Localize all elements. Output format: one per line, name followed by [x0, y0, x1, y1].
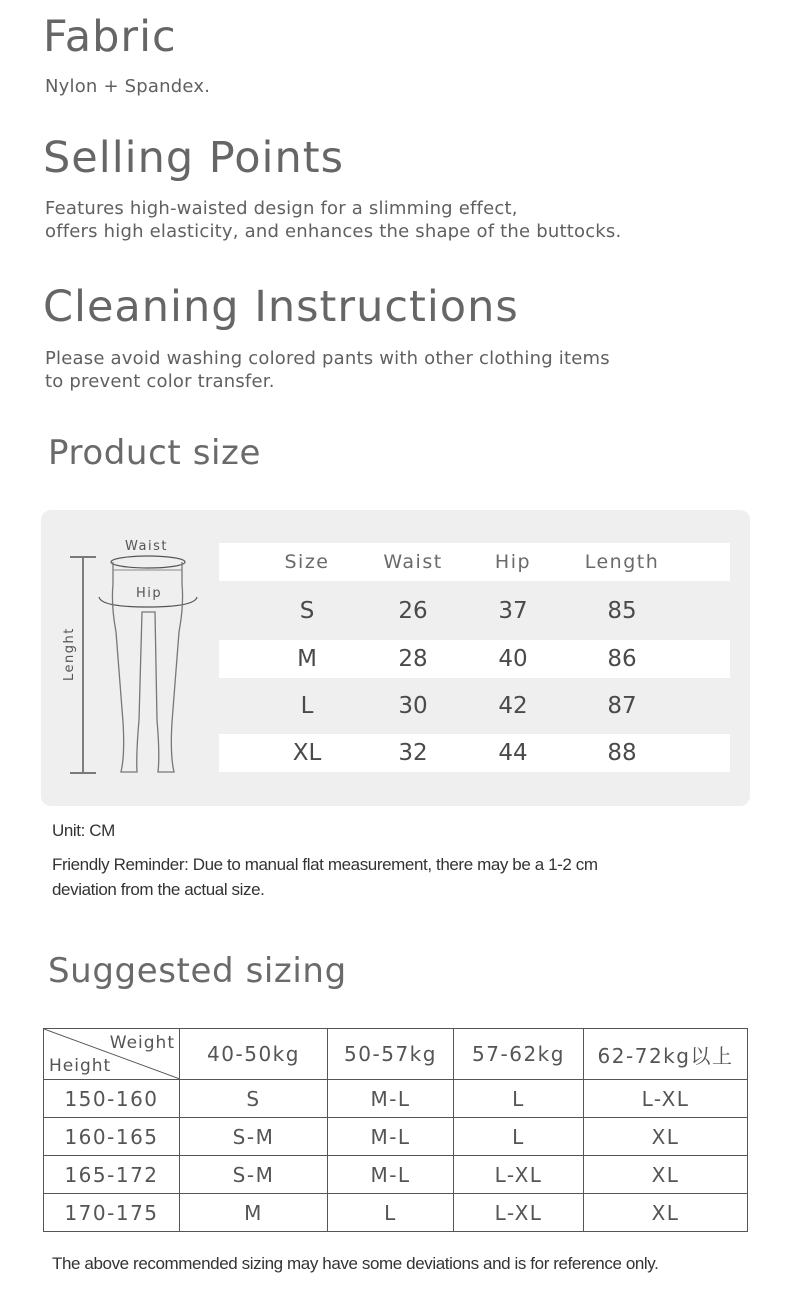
cleaning-title: Cleaning Instructions [43, 282, 519, 332]
table-cell: M-L [328, 1156, 454, 1194]
weight-header: 40-50kg [180, 1029, 328, 1080]
cleaning-line1: Please avoid washing colored pants with other clothing items [45, 348, 610, 369]
cleaning-text [45, 347, 610, 393]
table-cell: 26 [398, 598, 428, 624]
table-row [219, 592, 730, 630]
selling-points-text [45, 197, 621, 243]
reminder-line1: Friendly Reminder: Due to manual flat measurement, there may be a 1-2 cm [52, 855, 598, 874]
unit-value: CM [89, 821, 115, 840]
diagram-hip-label: Hip [136, 586, 163, 601]
table-cell: 32 [398, 740, 428, 766]
fabric-title: Fabric [43, 12, 177, 62]
product-size-panel [41, 510, 750, 806]
table-row [44, 1156, 748, 1194]
size-table-header [219, 543, 730, 581]
waist-header: Waist [383, 551, 443, 573]
table-cell: M-L [328, 1080, 454, 1118]
length-header: Length [584, 551, 660, 573]
table-row [44, 1194, 748, 1232]
table-row [44, 1118, 748, 1156]
table-cell: L [454, 1080, 584, 1118]
table-cell: M-L [328, 1118, 454, 1156]
unit-label: Unit: [52, 821, 90, 840]
table-cell: M [180, 1194, 328, 1232]
table-cell: 37 [498, 598, 528, 624]
table-cell: 28 [398, 646, 428, 672]
table-cell: XL [292, 740, 322, 766]
table-cell: 42 [498, 693, 528, 719]
cleaning-line2: to prevent color transfer. [45, 371, 275, 392]
weight-header: 50-57kg [328, 1029, 454, 1080]
table-cell: L-XL [454, 1194, 584, 1232]
table-cell: L-XL [584, 1080, 748, 1118]
table-cell: L [454, 1118, 584, 1156]
table-cell: 85 [607, 598, 637, 624]
product-size-title: Product size [48, 433, 262, 473]
selling-points-line2: offers high elasticity, and enhances the shape of the buttocks. [45, 221, 622, 242]
table-cell: M [297, 646, 317, 672]
table-row [219, 734, 730, 772]
table-row [219, 640, 730, 678]
suggested-sizing-title: Suggested sizing [48, 951, 347, 991]
table-cell: 86 [607, 646, 637, 672]
height-cell: 150-160 [44, 1080, 180, 1118]
weight-header: 62-72kg以上 [584, 1029, 748, 1080]
table-cell: L [300, 693, 314, 719]
table-cell: XL [584, 1118, 748, 1156]
reminder-line2: deviation from the actual size. [52, 880, 265, 899]
selling-points-line1: Features high-waisted design for a slimming effect, [45, 198, 518, 219]
weight-header: 57-62kg [454, 1029, 584, 1080]
table-cell: L-XL [454, 1156, 584, 1194]
table-row [219, 687, 730, 725]
table-cell: S [299, 598, 315, 624]
height-cell: 170-175 [44, 1194, 180, 1232]
diagram-length-label: Lenght [62, 627, 77, 681]
table-header-row [44, 1029, 748, 1080]
table-cell: XL [584, 1194, 748, 1232]
size-header: Size [284, 551, 330, 573]
table-cell: L [328, 1194, 454, 1232]
weight-height-corner [44, 1029, 180, 1080]
suggested-sizing-table [43, 1028, 748, 1232]
table-cell: S [180, 1080, 328, 1118]
sizing-footnote: The above recommended sizing may have some deviations and is for reference only. [52, 1254, 659, 1273]
table-cell: 44 [498, 740, 528, 766]
unit-note [52, 818, 115, 843]
table-cell: 40 [498, 646, 528, 672]
height-cell: 165-172 [44, 1156, 180, 1194]
hip-header: Hip [494, 551, 532, 573]
table-cell: 88 [607, 740, 637, 766]
selling-points-title: Selling Points [43, 133, 344, 183]
fabric-text: Nylon + Spandex. [45, 76, 211, 97]
table-cell: S-M [180, 1118, 328, 1156]
table-cell: 87 [607, 693, 637, 719]
table-cell: XL [584, 1156, 748, 1194]
diagram-waist-label: Waist [125, 539, 168, 554]
table-cell: S-M [180, 1156, 328, 1194]
table-cell: 30 [398, 693, 428, 719]
friendly-reminder [52, 852, 598, 902]
table-row [44, 1080, 748, 1118]
height-label: Height [49, 1056, 112, 1076]
weight-label: Weight [109, 1033, 175, 1053]
height-cell: 160-165 [44, 1118, 180, 1156]
